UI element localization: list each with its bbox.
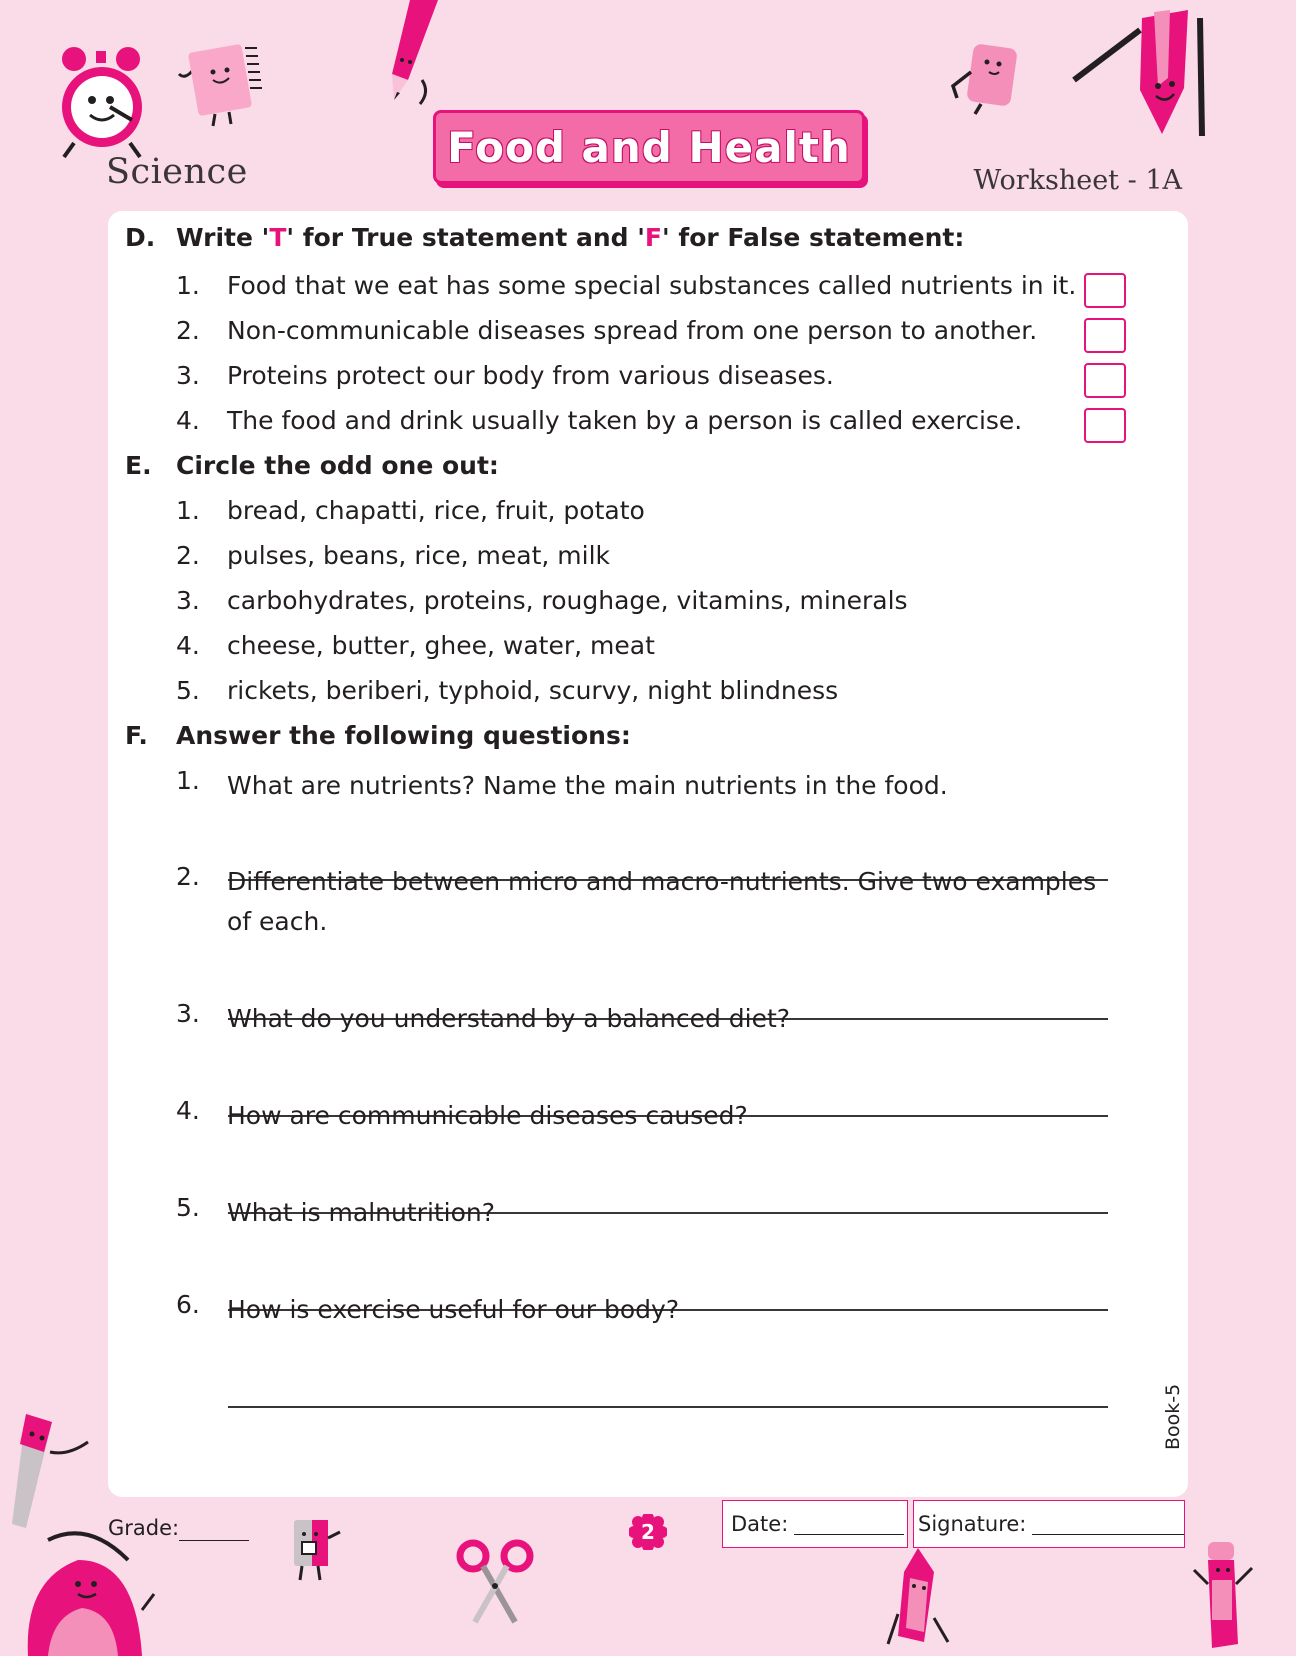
grade-label: Grade:	[108, 1516, 180, 1540]
backpack-icon	[18, 1520, 158, 1656]
true-false-answer-box[interactable]	[1084, 318, 1126, 353]
section-e-instruction: Circle the odd one out:	[176, 451, 499, 480]
page-title: Food and Health	[447, 122, 851, 172]
true-false-answer-box[interactable]	[1084, 273, 1126, 308]
worksheet-card	[108, 211, 1188, 1497]
eraser-icon	[945, 42, 1025, 118]
worksheet-label: Worksheet - 1A	[973, 165, 1182, 196]
date-box[interactable]	[722, 1500, 908, 1548]
question-item: 5. What is malnutrition?	[176, 1193, 496, 1227]
page-number: 2	[641, 1520, 655, 1544]
crayon-icon	[884, 1548, 956, 1648]
list-item: 3. Proteins protect our body from various diseases.	[176, 361, 834, 390]
list-item: 1. Food that we eat has some special substances called nutrients in it.	[176, 271, 1077, 300]
section-f-heading	[108, 721, 1108, 755]
list-item: 5. rickets, beriberi, typhoid, scurvy, night blindness	[176, 676, 839, 705]
title-banner	[433, 110, 865, 184]
list-item: 2. Non-communicable diseases spread from one person to another.	[176, 316, 1038, 345]
true-false-answer-box[interactable]	[1084, 408, 1126, 443]
subject-label: Science	[106, 152, 248, 192]
answer-line[interactable]	[228, 1406, 1108, 1408]
alarm-clock-icon	[52, 45, 152, 163]
sharpener-icon	[282, 1516, 344, 1586]
notepad-icon	[175, 40, 267, 128]
section-e-letter: E.	[125, 451, 152, 480]
pencil-icon	[380, 0, 450, 112]
section-f-letter: F.	[125, 721, 148, 750]
list-item: 3. carbohydrates, proteins, roughage, vitamins, minerals	[176, 586, 908, 615]
date-label: Date:	[731, 1512, 789, 1536]
compass-pencil-icon	[1070, 8, 1220, 136]
section-d-heading	[108, 223, 1108, 257]
section-d-instruction: Write 'T' for True statement and 'F' for False statement:	[176, 223, 965, 252]
question-item: 2. Differentiate between micro and macro-nutrients. Give two examples of each.	[176, 862, 1097, 936]
list-item: 1. bread, chapatti, rice, fruit, potato	[176, 496, 645, 525]
list-item: 4. cheese, butter, ghee, water, meat	[176, 631, 655, 660]
section-e-heading	[108, 451, 1108, 485]
date-input-line[interactable]	[794, 1514, 904, 1535]
signature-label: Signature:	[918, 1512, 1027, 1536]
list-item: 4. The food and drink usually taken by a person is called exercise.	[176, 406, 1023, 435]
marker-icon	[1190, 1540, 1260, 1650]
question-item: 6. How is exercise useful for our body?	[176, 1290, 680, 1324]
question-item: 4. How are communicable diseases caused?	[176, 1096, 748, 1130]
signature-input-line[interactable]	[1032, 1514, 1184, 1535]
question-item: 3. What do you understand by a balanced diet?	[176, 999, 791, 1033]
section-d-letter: D.	[125, 223, 156, 252]
book-label: Book-5	[1162, 1383, 1184, 1450]
list-item: 2. pulses, beans, rice, meat, milk	[176, 541, 611, 570]
page-number-badge	[629, 1514, 667, 1550]
signature-box[interactable]	[913, 1500, 1185, 1548]
section-f-instruction: Answer the following questions:	[176, 721, 631, 750]
grade-input-line[interactable]	[179, 1540, 249, 1541]
true-false-answer-box[interactable]	[1084, 363, 1126, 398]
scissors-icon	[455, 1536, 535, 1626]
question-item: 1. What are nutrients? Name the main nutrients in the food.	[176, 766, 948, 800]
ruler-icon	[8, 1408, 94, 1532]
